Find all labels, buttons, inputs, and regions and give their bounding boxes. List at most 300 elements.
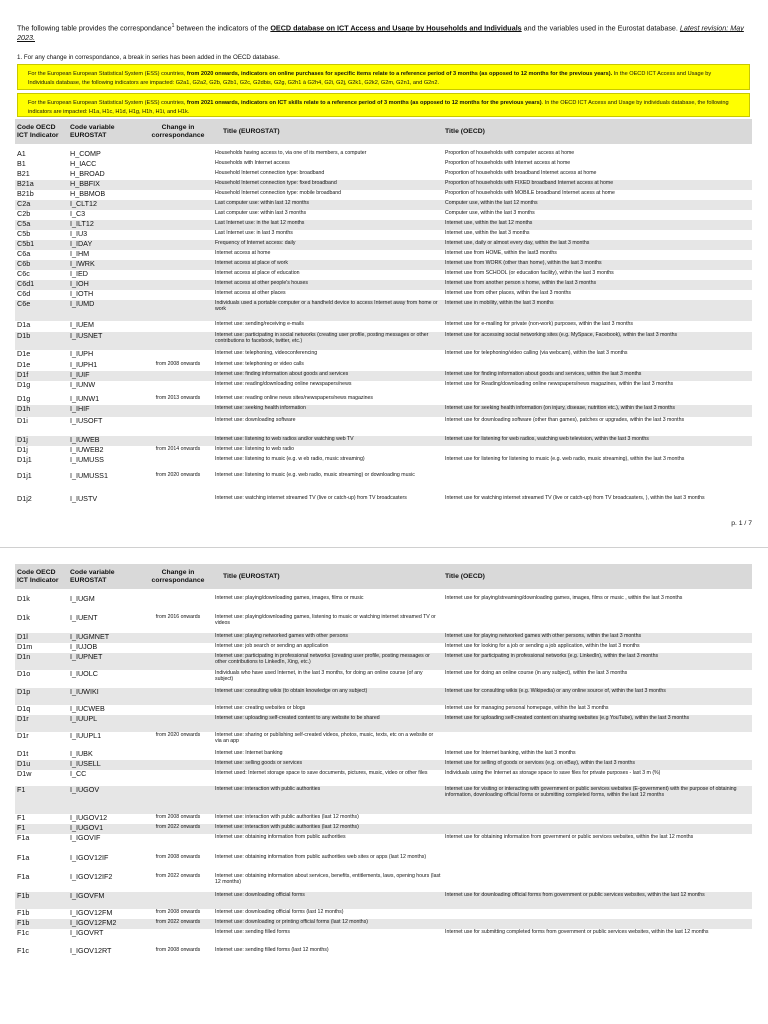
cell-change (143, 190, 213, 200)
cell-change: from 2008 onwards (155, 947, 201, 953)
cell-code: D1m (17, 643, 33, 651)
cell-title-oecd: Internet use, within the last 12 months (443, 220, 752, 230)
cell-change (143, 705, 213, 715)
cell-change (143, 350, 213, 361)
cell-title-oecd (443, 395, 752, 405)
cell-code: F1 (17, 814, 26, 822)
table-row (15, 670, 752, 688)
cell-variable: I_IUUPL (68, 715, 143, 732)
cell-code: D1l (15, 633, 68, 643)
header-title-eurostat: Title (EUROSTAT) (213, 564, 443, 589)
cell-variable: I_IUGOV12 (70, 814, 108, 822)
cell-variable: I_IUWIKI (68, 688, 143, 705)
cell-title-eurostat: Internet use: downloading or printing official forms (last 12 months) (213, 919, 443, 929)
cell-title-oecd: Internet use from other places, within the last 3 months (445, 290, 572, 296)
cell-change: from 2020 onwards (155, 732, 201, 738)
cell-change (143, 929, 213, 947)
cell-title-oecd: Internet use for Internet banking, within the last 3 months (445, 750, 576, 756)
cell-change (143, 595, 213, 614)
cell-title-oecd: Internet use for managing personal homepage, within the last 3 months (445, 705, 609, 711)
cell-variable: I_IED (70, 270, 88, 278)
cell-variable: I_IGOV12IF2 (70, 873, 113, 881)
cell-title-oecd (443, 361, 752, 371)
table-row (15, 350, 752, 361)
cell-title-eurostat: Internet access at home (215, 250, 271, 256)
cell-title-oecd: Internet use for submitting completed forms from government or public services websites, within the last 12 months (445, 929, 709, 935)
table-row (15, 892, 752, 909)
cell-change (143, 210, 213, 220)
table-row (15, 270, 752, 280)
cell-title-oecd: Computer use, within the last 12 months (443, 200, 752, 210)
cell-change (143, 643, 213, 653)
table-row (15, 300, 752, 321)
cell-title-eurostat: Internet use: sharing or publishing self-created videos, photos, music, texts, etc on a website or via an app (215, 732, 434, 745)
cell-title-oecd: Proportion of households with computer access at home (445, 150, 575, 156)
table-row (15, 770, 752, 786)
cell-title-oecd (443, 732, 752, 750)
cell-code: D1p (15, 688, 68, 705)
cell-change (143, 300, 213, 321)
cell-variable: I_IUNW (70, 381, 96, 389)
cell-variable: I_IUBK (70, 750, 93, 758)
cell-title-oecd: Proportion of households with MOBILE broadband Internet acess at home (445, 190, 615, 196)
cell-title-eurostat: Internet access at other people's houses (213, 280, 443, 290)
cell-variable: I_IU3 (70, 230, 88, 238)
table-row (15, 381, 752, 395)
cell-code: D1g (17, 395, 31, 403)
cell-title-oecd: Internet use for uploading self-created content on sharing websites (e.g YouTube), within the last 3 months (443, 715, 752, 732)
header-variable: Code variable EUROSTAT (68, 564, 143, 589)
cell-change (143, 750, 213, 760)
cell-title-oecd: Internet use from another person s home, within the last 3 months (443, 280, 752, 290)
cell-variable: H_BBMOB (70, 190, 106, 198)
cell-change (143, 688, 213, 705)
cell-title-eurostat: Internet use: downloading software (215, 417, 296, 423)
cell-title-eurostat: Internet use: interaction with public authorities (last 12 months) (215, 814, 359, 820)
cell-code: C6b (15, 260, 68, 270)
cell-title-eurostat: Internet use: interaction with public authorities (213, 786, 443, 814)
cell-change (143, 150, 213, 160)
table-row (15, 732, 752, 750)
cell-title-eurostat: Internet used: Internet storage space to save documents, pictures, music, video or other files (215, 770, 428, 776)
cell-code: D1u (15, 760, 68, 770)
cell-change (143, 160, 213, 170)
cell-title-oecd (443, 947, 752, 961)
cell-code: F1 (15, 786, 68, 814)
cell-title-eurostat: Household Internet connection type: fixed broadband (213, 180, 443, 190)
cell-title-oecd: Proportion of households with Internet access at home (445, 160, 571, 166)
cell-variable: I_ILT12 (68, 220, 143, 230)
cell-title-oecd: Internet use for Reading/downloading online newspapers/news magazines, within the last 3 months (445, 381, 674, 387)
cell-code: D1g (17, 381, 31, 389)
cell-title-eurostat: Internet use: obtaining information from public authorities web sites or apps (last 12 months) (215, 854, 427, 860)
cell-title-oecd: Internet use in mobility, within the last 3 months (443, 300, 752, 321)
cell-title-eurostat: Internet use: listening to music (e.g. web radio, music streaming) or downloading music (215, 472, 415, 478)
note1-text-b: from 2020 onwards, indicators on online purchases for specific items relate to a reference period of 3 months (as opposed to 12 months for the previous years). (186, 71, 613, 77)
cell-title-oecd: Internet use, within the last 3 months (445, 230, 530, 236)
cell-code: B21b (17, 190, 34, 198)
cell-title-oecd: Internet use for listening for web radios, watching web television, within the last 3 months (443, 436, 752, 446)
cell-variable: I_IHM (70, 250, 90, 258)
cell-title-eurostat: Last Internet use: in the last 12 months (213, 220, 443, 230)
cell-code: C6a (17, 250, 31, 258)
cell-change (143, 834, 213, 854)
cell-title-oecd: Individuals using the Internet as storage space to save files for private purposes - last 3 m (%) (445, 770, 661, 776)
cell-title-eurostat: Internet use: reading/downloading online newspapers/news (215, 381, 352, 387)
cell-change (143, 670, 213, 688)
cell-title-eurostat: Internet use: seeking health information (213, 405, 443, 417)
table-row (15, 824, 752, 834)
cell-title-eurostat: Internet access at other places (215, 290, 286, 296)
cell-title-oecd: Internet use for visiting or interacting with government or public services websites (E-government) with the purpose of obtaining information, downloading official forms or submitting completed forms, within the last 12 months (443, 786, 752, 814)
cell-title-oecd: Internet use for playing/streaming/downloading games, images, films or music , within the last 3 months (445, 595, 683, 601)
table-row (15, 332, 752, 350)
table-row (15, 160, 752, 170)
cell-title-oecd: Internet use for finding information about goods and services, within the last 3 months (443, 371, 752, 381)
cell-title-eurostat: Internet use: job search or sending an application (215, 643, 329, 649)
cell-title-eurostat: Internet use: interaction with public authorities (last 12 months) (213, 824, 443, 834)
cell-variable: I_IGOVFM (68, 892, 143, 909)
cell-code: D1b (15, 332, 68, 350)
cell-variable: I_IGOVRT (70, 929, 104, 937)
cell-title-eurostat: Frequency of Internet access: daily (213, 240, 443, 250)
cell-code: D1j (17, 446, 28, 454)
cell-variable: I_IUWEB2 (70, 446, 104, 454)
cell-title-eurostat: Internet access at place of education (215, 270, 300, 276)
table-row (15, 446, 752, 456)
cell-change: from 2020 onwards (155, 472, 201, 478)
cell-change (143, 417, 213, 436)
cell-code: D1k (17, 595, 30, 603)
cell-change: from 2008 onwards (155, 909, 201, 915)
cell-variable: I_IGOV12FM (70, 909, 113, 917)
cell-title-eurostat: Internet use: sending filled forms (last 12 months) (215, 947, 329, 953)
cell-change (143, 180, 213, 190)
cell-change (143, 405, 213, 417)
cell-title-eurostat: Internet use: downloading official forms (213, 892, 443, 909)
table-row (15, 405, 752, 417)
table-row (15, 705, 752, 715)
cell-title-eurostat: Internet access at place of work (213, 260, 443, 270)
cell-change (143, 760, 213, 770)
cell-change (143, 381, 213, 395)
cell-change: from 2014 onwards (155, 446, 201, 452)
cell-variable: I_IUMD (68, 300, 143, 321)
note2-text-b: from 2021 onwards, indicators on ICT skills relate to a reference period of 3 months (as opposed to 12 months for the previous years) (186, 100, 542, 106)
cell-title-oecd (443, 472, 752, 495)
table-row (15, 230, 752, 240)
table-row (15, 750, 752, 760)
cell-title-oecd: Internet use for looking for a job or sending a job application, within the last 3 months (445, 643, 640, 649)
cell-change (143, 892, 213, 909)
cell-change (143, 290, 213, 300)
cell-variable: I_CC (70, 770, 87, 778)
cell-title-oecd: Proportion of households with FIXED broadband Internet access at home (443, 180, 752, 190)
table-row (15, 688, 752, 705)
intro-text-1: The following table provides the correspondance (17, 23, 172, 33)
cell-code: B1 (17, 160, 26, 168)
cell-code: D1j2 (17, 495, 32, 503)
cell-title-oecd: Computer use, within the last 3 months (445, 210, 535, 216)
cell-title-eurostat: Internet use: uploading self-created content to any website to be shared (213, 715, 443, 732)
cell-code: C2a (15, 200, 68, 210)
cell-title-oecd (443, 919, 752, 929)
note1-text-c: In the OECD ICT Access and Usage by Individuals database, the following indicators are impacted: G2a1, G2a2, G2b, G2b1, G2c, G2dbis, G2g, G2h1 à G2h4, G2i, G2j, G2k1, G2k2, G2m, G2n1, and G2n2. (28, 71, 712, 86)
cell-title-eurostat: Internet use: finding information about goods and services (213, 371, 443, 381)
cell-code: D1e (17, 361, 31, 369)
table-row (15, 361, 752, 371)
table-row (15, 653, 752, 670)
cell-code: B21 (17, 170, 30, 178)
cell-variable: I_CLT12 (68, 200, 143, 210)
table-row (15, 150, 752, 160)
table-row (15, 200, 752, 210)
cell-title-eurostat: Households having access to, via one of its members, a computer (215, 150, 367, 156)
cell-title-eurostat: Internet use: watching internet streamed TV (live or catch-up) from TV broadcasters (215, 495, 407, 501)
cell-code: D1q (17, 705, 31, 713)
cell-code: D1i (17, 417, 28, 425)
cell-title-eurostat: Internet use: playing networked games with other persons (213, 633, 443, 643)
cell-change: from 2022 onwards (143, 824, 213, 834)
table-row (15, 760, 752, 770)
cell-change (143, 786, 213, 814)
cell-change (143, 220, 213, 230)
cell-code: C5a (15, 220, 68, 230)
table-row (15, 170, 752, 180)
cell-code: D1e (17, 350, 31, 358)
cell-title-oecd (443, 814, 752, 824)
cell-title-oecd: Internet use from WORK (other than home), within the last 3 months (443, 260, 752, 270)
cell-code: C6d1 (15, 280, 68, 290)
cell-variable: I_IWRK (68, 260, 143, 270)
cell-code: F1b (15, 919, 68, 929)
cell-title-eurostat: Internet use: obtaining information from public authorities (215, 834, 346, 840)
cell-variable: I_IUJOB (70, 643, 98, 651)
correspondence-table-2 (15, 564, 752, 961)
header-code: Code OECD ICT Indicator (15, 564, 68, 589)
table-row (15, 240, 752, 250)
cell-code: C2b (17, 210, 31, 218)
table-row (15, 395, 752, 405)
table-row (15, 947, 752, 961)
cell-title-oecd: Internet use for participating in professional networks (e.g. LinkedIn), within the last 3 months (443, 653, 752, 670)
cell-title-eurostat: Internet use: obtaining information about services, benefits, entitlements, laws, opening hours (last 12 months) (215, 873, 441, 886)
cell-change: from 2013 onwards (155, 395, 201, 401)
correspondence-table-1 (15, 119, 752, 513)
table-header (15, 119, 752, 144)
table-row (15, 210, 752, 220)
table-row (15, 180, 752, 190)
table-row (15, 321, 752, 332)
cell-title-eurostat: Internet use: participating in professional networks (creating user profile, posting messages or other contributions to LinkedIn, Xing, etc.) (213, 653, 443, 670)
cell-variable: I_IGOVIF (70, 834, 101, 842)
cell-title-oecd: Internet use for downloading software (other than games), patches or upgrades, within the last 3 months (445, 417, 685, 423)
table-row (15, 190, 752, 200)
cell-title-eurostat: Internet use: listening to web radios and/or watching web TV (213, 436, 443, 446)
cell-change: from 2022 onwards (155, 873, 201, 879)
cell-title-eurostat: Household Internet connection type: mobile broadband (215, 190, 342, 196)
cell-title-eurostat: Internet use: consulting wikis (to obtain knowledge on any subject) (213, 688, 443, 705)
page-number: p. 1 / 7 (731, 520, 752, 527)
cell-variable: I_IUSNET (68, 332, 143, 350)
cell-title-eurostat: Individuals used a portable computer or a handheld device to access Internet away from home or work (213, 300, 443, 321)
cell-change (143, 436, 213, 446)
table-row (15, 371, 752, 381)
cell-variable: I_IOH (68, 280, 143, 290)
note1-text-a: For the European European Statistical System (ESS) countries, (28, 71, 187, 77)
table-row (15, 220, 752, 230)
cell-title-eurostat: Internet use: sending/receiving e-mails (215, 321, 304, 327)
cell-variable: I_IUPH (70, 350, 94, 358)
cell-variable: I_IUOLC (70, 670, 98, 678)
cell-title-oecd: Proportion of households with broadband Internet access at home (445, 170, 597, 176)
header-title-oecd: Title (OECD) (443, 564, 752, 589)
cell-variable: I_IHIF (68, 405, 143, 417)
header-change: Change in correspondance (143, 119, 213, 144)
cell-code: D1h (15, 405, 68, 417)
cell-code: C5b1 (15, 240, 68, 250)
cell-variable: H_COMP (70, 150, 101, 158)
cell-code: F1c (17, 929, 29, 937)
cell-title-oecd: Internet use for doing an online course (in any subject), within the last 3 months (445, 670, 628, 676)
cell-code: D1j1 (17, 456, 32, 464)
cell-code: D1j (15, 436, 68, 446)
cell-title-oecd: Internet use from SCHOOL (or education facility), within the last 3 months (445, 270, 614, 276)
cell-title-eurostat: Individuals who have used Internet, in the last 3 months, for doing an online course (of any subject) (215, 670, 423, 683)
cell-change (143, 371, 213, 381)
cell-code: D1r (15, 715, 68, 732)
cell-code: F1b (15, 892, 68, 909)
table-row (15, 495, 752, 513)
cell-variable: I_IUMUSS (70, 456, 104, 464)
intro-text-2: between the indicators of the (174, 23, 271, 33)
cell-variable: I_IUSELL (68, 760, 143, 770)
cell-change: from 2008 onwards (155, 854, 201, 860)
note2-text-c: . In the OECD ICT Access and Usage by individuals database, the following indicators are impacted: H1a, H1c, H1d, H1g, H1h, H1i, and H1k. (28, 100, 729, 115)
cell-change: from 2008 onwards (155, 361, 201, 367)
cell-code: D1j1 (17, 472, 32, 480)
header-variable: Code variable EUROSTAT (68, 119, 143, 144)
cell-code: D1k (17, 614, 30, 622)
cell-variable: I_C3 (70, 210, 86, 218)
table-row (15, 919, 752, 929)
cell-code: F1b (17, 909, 30, 917)
footnote: 1. For any change in correspondance, a break in series has been added in the OECD database. (17, 54, 280, 61)
cell-variable: I_IUCWEB (70, 705, 105, 713)
cell-code: F1c (17, 947, 29, 955)
table-row (15, 814, 752, 824)
page-divider (0, 547, 768, 548)
cell-code: D1t (17, 750, 29, 758)
table-header (15, 564, 752, 589)
header-code: Code OECD ICT Indicator (15, 119, 68, 144)
cell-change (143, 280, 213, 290)
table-row (15, 290, 752, 300)
cell-title-eurostat: Internet use: Internet banking (215, 750, 283, 756)
table-row (15, 436, 752, 446)
cell-variable: I_IUUPL1 (70, 732, 102, 740)
cell-code: D1a (17, 321, 31, 329)
cell-variable: H_BROAD (70, 170, 105, 178)
cell-variable: I_IOTH (70, 290, 94, 298)
cell-change (143, 321, 213, 332)
cell-change (143, 332, 213, 350)
cell-variable: I_IUSOFT (70, 417, 103, 425)
table-row (15, 417, 752, 436)
cell-title-oecd (443, 873, 752, 892)
cell-title-oecd (443, 446, 752, 456)
cell-change (143, 200, 213, 210)
table-row (15, 854, 752, 873)
cell-code: D1f (15, 371, 68, 381)
cell-title-eurostat: Household Internet connection type: broadband (215, 170, 325, 176)
table-row (15, 909, 752, 919)
cell-title-oecd: Internet use for watching internet streamed TV (live or catch-up) from TV broadcasters, ), within the last 3 months (445, 495, 705, 501)
cell-title-oecd (443, 909, 752, 919)
cell-code: D1n (15, 653, 68, 670)
footnote-marker: 1 (171, 23, 175, 29)
cell-code: F1a (17, 873, 30, 881)
cell-variable: I_IGOV12IF (70, 854, 109, 862)
cell-title-oecd: Internet use, daily or almost every day, within the last 3 months (443, 240, 752, 250)
highlight-note-ict-skills (17, 93, 750, 117)
cell-variable: I_IGOV12RT (70, 947, 112, 955)
cell-variable: I_IGOV12FM2 (68, 919, 143, 929)
table-row (15, 472, 752, 495)
cell-title-eurostat: Internet use: listening to web radio (215, 446, 295, 452)
cell-code: F1a (17, 854, 30, 862)
cell-title-oecd: Internet use for selling of goods or services (e.g. on eBay), within the last 3 months (443, 760, 752, 770)
table-row (15, 260, 752, 270)
cell-variable: I_IUPNET (68, 653, 143, 670)
cell-code: F1 (15, 824, 68, 834)
database-name: OECD database on ICT Access and Usage by Households and Individuals (270, 23, 522, 33)
table-row (15, 929, 752, 947)
cell-code: D1w (17, 770, 32, 778)
revision-date: Latest revision: May 2023. (17, 23, 744, 43)
header-title-oecd: Title (OECD) (443, 119, 752, 144)
cell-title-eurostat: Households with Internet access (215, 160, 290, 166)
cell-change (143, 633, 213, 643)
cell-code: B21a (15, 180, 68, 190)
cell-title-eurostat: Last computer use: within last 3 months (215, 210, 307, 216)
cell-change (143, 250, 213, 260)
cell-title-oecd: Internet use from HOME, within the last3 months (445, 250, 557, 256)
cell-change (143, 495, 213, 513)
table-row (15, 715, 752, 732)
cell-code: D1o (17, 670, 31, 678)
cell-change: from 2008 onwards (155, 814, 201, 820)
cell-variable: I_IUWEB (68, 436, 143, 446)
cell-variable: I_IUIF (68, 371, 143, 381)
cell-variable: I_IUGMNET (68, 633, 143, 643)
cell-change (143, 770, 213, 786)
cell-title-eurostat: Last computer use: within last 12 months (213, 200, 443, 210)
table-row (15, 786, 752, 814)
cell-code: F1a (17, 834, 30, 842)
cell-code: A1 (17, 150, 26, 158)
table-row (15, 643, 752, 653)
cell-title-oecd: Internet use for e-mailing for private (non-work) purposes, within the last 3 months (445, 321, 633, 327)
highlight-note-online-purchases (17, 64, 750, 90)
cell-title-eurostat: Internet use: downloading official forms (last 12 months) (215, 909, 344, 915)
table-row (15, 614, 752, 633)
cell-title-oecd: Internet use for consulting wikis (e.g. Wikipedia) or any online source of, within the last 3 months (443, 688, 752, 705)
cell-code: C6c (17, 270, 30, 278)
cell-change (143, 170, 213, 180)
cell-title-eurostat: Internet use: creating websites or blogs (215, 705, 306, 711)
cell-title-eurostat: Internet use: sending filled forms (215, 929, 290, 935)
